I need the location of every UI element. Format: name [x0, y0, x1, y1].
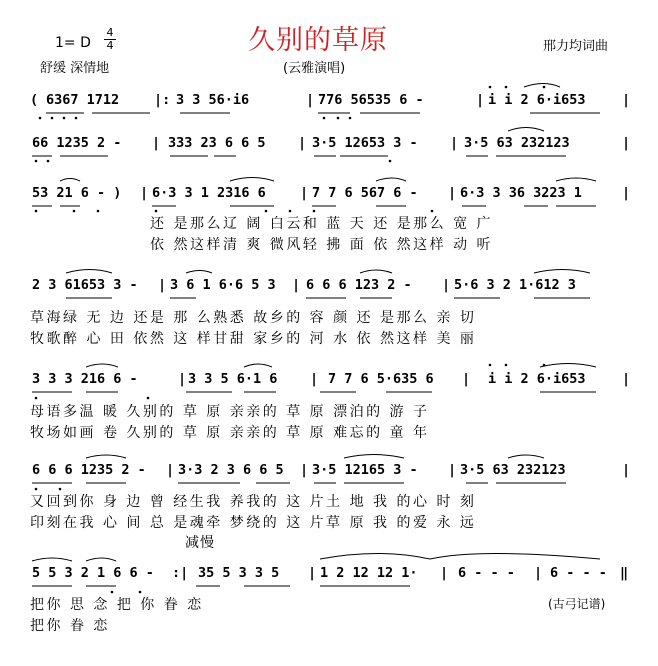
slur	[32, 558, 72, 561]
octave-dot	[337, 117, 340, 120]
tempo-change-annotation: 减慢	[185, 535, 215, 551]
octave-dot	[63, 117, 66, 120]
tempo-marking: 舒缓 深情地	[40, 61, 110, 76]
barline: |	[622, 135, 631, 151]
measure: 3 6 1 6·6 5 3	[170, 277, 276, 293]
barline: |	[622, 371, 631, 387]
paren-open: (	[30, 92, 39, 108]
slur	[86, 364, 118, 367]
repeat-end: :|	[172, 565, 189, 581]
measure: 3 3 56·i6	[176, 92, 250, 108]
barline: |	[622, 185, 631, 201]
octave-dot	[59, 488, 62, 491]
performer-credit: (云雅演唱)	[283, 61, 346, 76]
measure: 3·5 12165 3 -	[312, 462, 418, 478]
octave-dot	[139, 591, 142, 594]
repeat-start: |:	[154, 92, 171, 108]
octave-dot	[323, 117, 326, 120]
barline: |	[310, 371, 319, 387]
composer-credit: 邢力均词曲	[543, 39, 609, 54]
slur	[524, 84, 560, 88]
measure: i i 2 6·i653	[488, 371, 586, 387]
barline: |	[448, 462, 457, 478]
measure: 3·5 63 232123	[464, 135, 570, 151]
lyric-line: 还 是那么辽 阔 白云和 蓝 天 还 是那么 宽 广	[150, 216, 494, 232]
octave-dot	[489, 86, 492, 89]
measure: 66 1235 2 -	[32, 135, 122, 151]
measure: 35 5 3 3 5	[198, 565, 280, 581]
lyric-line: 牧歌醉 心 田 依然 这 样甘甜 家乡的 河 水 依 然这样 美 丽	[30, 331, 477, 347]
barline: |	[292, 277, 301, 293]
measure: 1 2 12 12 1·	[320, 565, 418, 581]
slur	[540, 364, 596, 368]
slur	[556, 178, 596, 181]
measure: 6 - - -	[458, 565, 515, 581]
barline: |	[442, 277, 451, 293]
slur	[320, 554, 430, 560]
slur	[86, 455, 126, 458]
octave-dot	[349, 117, 352, 120]
slur	[66, 270, 112, 274]
slur	[344, 455, 404, 459]
lyric-line: 印刻在我 心 间 总 是魂牵 梦绕的 这 片草 原 我 的爱 永 远	[30, 515, 477, 531]
measure: 6 6 6 123 2 -	[306, 277, 412, 293]
slur	[508, 455, 544, 458]
octave-dot	[431, 210, 434, 213]
measure: i i 2 6·i653	[488, 92, 586, 108]
octave-dot	[389, 160, 392, 163]
measure: 53 21 6 - )	[32, 185, 122, 201]
slur	[60, 179, 80, 182]
octave-dot	[73, 210, 76, 213]
slur	[230, 178, 274, 182]
measure: 7 7 6 5·635 6	[328, 371, 434, 387]
octave-dot	[35, 160, 38, 163]
slur	[508, 128, 544, 132]
measure: 3 3 3 216 6 -	[32, 371, 138, 387]
octave-dot	[35, 210, 38, 213]
barline: |	[166, 462, 175, 478]
measure: 6 6 6 1235 2 -	[32, 462, 146, 478]
barline: |	[534, 565, 543, 581]
barline: |	[306, 92, 315, 108]
meter-bottom: 4	[106, 39, 114, 52]
slur	[86, 558, 116, 561]
measure: 5·6 3 2 1·612 3	[454, 277, 576, 293]
octave-dot	[489, 364, 492, 367]
key-signature: 1= D	[55, 35, 91, 51]
barline: |	[298, 135, 307, 151]
octave-dot	[147, 397, 150, 400]
octave-dot	[35, 397, 38, 400]
meter-top: 4	[106, 26, 114, 39]
song-title: 久别的草原	[248, 25, 388, 56]
slur	[360, 270, 392, 273]
barline: |	[300, 185, 309, 201]
lyric-line: 把你 眷 恋	[30, 618, 110, 634]
octave-dot	[313, 210, 316, 213]
octave-dot	[155, 210, 158, 213]
barline: |	[152, 135, 161, 151]
lyric-line: 母语多温 暖 久别的 草 原 亲亲的 草 原 漂泊的 游 子	[30, 404, 430, 420]
octave-dot	[265, 210, 268, 213]
slur	[430, 554, 600, 560]
octave-dot	[543, 86, 546, 89]
octave-dot	[39, 117, 42, 120]
barline: |	[450, 135, 459, 151]
octave-dot	[289, 210, 292, 213]
measure: 333 23 6 6 5	[168, 135, 266, 151]
measure: 776 56535 6 -	[318, 92, 424, 108]
octave-dot	[505, 86, 508, 89]
barline: |	[300, 462, 309, 478]
barline: |	[448, 185, 457, 201]
measure: 6·3 3 1 2316 6	[152, 185, 266, 201]
measure: 3·5 63 232123	[460, 462, 566, 478]
slur	[534, 270, 590, 274]
octave-dot	[543, 364, 546, 367]
lyric-line: 牧场如画 卷 久别的 草 原 亲亲的 草 原 难忘的 童 年	[30, 425, 430, 441]
barline: |	[476, 92, 485, 108]
transcriber-note: (古弓记谱)	[548, 597, 606, 611]
barline: |	[158, 277, 167, 293]
barline: |	[178, 371, 187, 387]
final-barline: ‖	[620, 565, 629, 581]
octave-dot	[35, 488, 38, 491]
slur	[244, 364, 272, 367]
measure: 2 3 61653 3 -	[32, 277, 138, 293]
measure: 7 7 6 567 6 -	[312, 185, 418, 201]
octave-dot	[505, 364, 508, 367]
measure: 6·3 3 36 3223 1	[460, 185, 582, 201]
measure: 6 - - -	[550, 565, 607, 581]
measure: 3 3 5 6·1 6	[188, 371, 278, 387]
lyric-line: 又回到你 身 边 曾 经生我 养我的 这 片土 地 我 的心 时 刻	[30, 494, 477, 510]
barline: |	[622, 92, 631, 108]
barline: |	[140, 185, 149, 201]
barline: |	[462, 371, 471, 387]
slur	[376, 178, 406, 181]
octave-dot	[111, 591, 114, 594]
measure: 3·5 12653 3 -	[312, 135, 418, 151]
octave-dot	[47, 160, 50, 163]
barline: |	[308, 565, 317, 581]
barline: |	[440, 565, 449, 581]
octave-dot	[97, 210, 100, 213]
lyric-line: 依 然这样清 爽 微风轻 拂 面 依 然这样 动 听	[150, 237, 494, 253]
slur	[186, 271, 212, 274]
octave-dot	[51, 117, 54, 120]
measure: 3·3 2 3 6 6 5	[178, 462, 284, 478]
measure: 6367 1712	[46, 92, 120, 108]
barline: |	[622, 462, 631, 478]
lyric-line: 把你 思 念 把 你 眷 恋	[30, 597, 204, 613]
octave-dot	[75, 117, 78, 120]
measure: 5 5 3 2 1 6 6 -	[32, 565, 154, 581]
lyric-line: 草海绿 无 边 还是 那 么熟悉 故乡的 容 颜 还 是那么 亲 切	[30, 310, 477, 326]
